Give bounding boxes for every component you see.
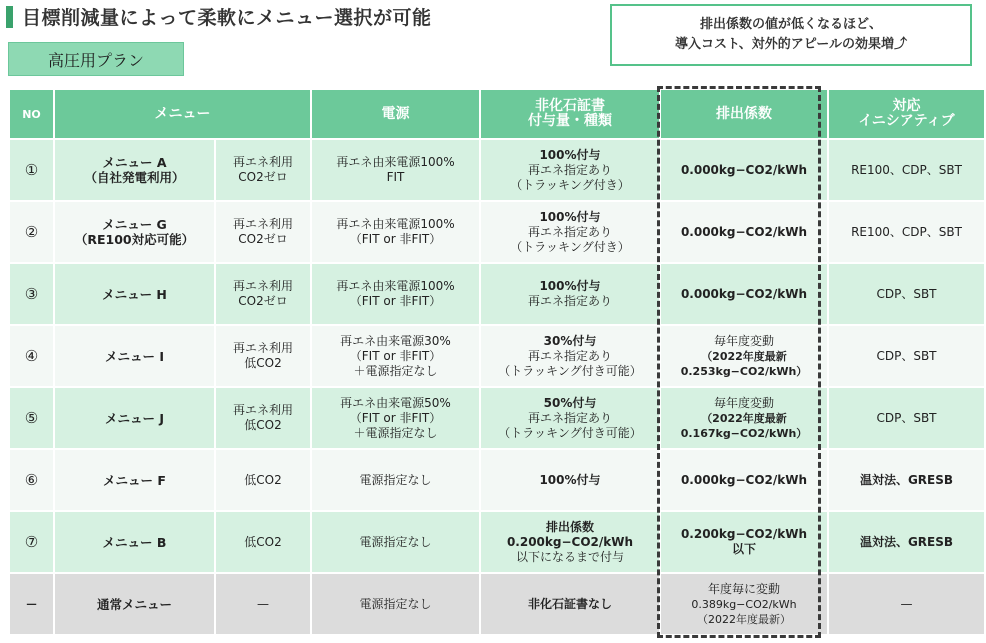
power-source: 再エネ由来電源100% FIT: [312, 140, 479, 200]
table-row: [10, 388, 984, 448]
menu-type: 低CO2: [216, 450, 310, 510]
initiative: —: [829, 574, 984, 634]
initiative: 温対法、GRESB: [829, 450, 984, 510]
header-no: NO: [10, 90, 53, 138]
certificate: 100%付与 再エネ指定あり: [481, 264, 659, 324]
menu-name: 通常メニュー: [55, 574, 214, 634]
initiative: CDP、SBT: [829, 388, 984, 448]
callout-line: 導入コスト、対外的アピールの効果増⤴: [674, 37, 908, 52]
table-row: [10, 512, 984, 572]
menu-type: 再エネ利用 低CO2: [216, 326, 310, 386]
initiative: RE100、CDP、SBT: [829, 140, 984, 200]
row-number: −: [10, 574, 53, 634]
table-row: [10, 140, 984, 200]
row-number: ②: [10, 202, 53, 262]
emission-factor: 年度毎に変動 0.389kg−CO2/kWh （2022年度最新）: [661, 574, 827, 634]
emission-factor: 0.000kg−CO2/kWh: [661, 264, 827, 324]
plan-badge: 高圧用プラン: [8, 42, 184, 76]
emission-factor: 毎年度変動 （2022年度最新 0.167kg−CO2/kWh）: [661, 388, 827, 448]
row-number: ⑤: [10, 388, 53, 448]
menu-type: 再エネ利用 CO2ゼロ: [216, 140, 310, 200]
row-number: ③: [10, 264, 53, 324]
power-source: 再エネ由来電源100% （FIT or 非FIT）: [312, 264, 479, 324]
power-source: 電源指定なし: [312, 574, 479, 634]
certificate: 100%付与 再エネ指定あり （トラッキング付き）: [481, 140, 659, 200]
header-emission: 排出係数: [661, 90, 827, 138]
menu-name: メニュー A （自社発電利用）: [55, 140, 214, 200]
menu-name: メニュー I: [55, 326, 214, 386]
row-number: ⑥: [10, 450, 53, 510]
emission-factor: 0.000kg−CO2/kWh: [661, 140, 827, 200]
initiative: CDP、SBT: [829, 264, 984, 324]
row-number: ⑦: [10, 512, 53, 572]
menu-name: メニュー B: [55, 512, 214, 572]
callout-line: 排出係数の値が低くなるほど、: [699, 17, 882, 32]
power-source: 再エネ由来電源50% （FIT or 非FIT） ＋電源指定なし: [312, 388, 479, 448]
table-row: [10, 264, 984, 324]
menu-name: メニュー H: [55, 264, 214, 324]
menu-name: メニュー J: [55, 388, 214, 448]
menu-type: 再エネ利用 低CO2: [216, 388, 310, 448]
power-source: 電源指定なし: [312, 450, 479, 510]
row-number: ①: [10, 140, 53, 200]
table-row: [10, 574, 984, 634]
initiative: RE100、CDP、SBT: [829, 202, 984, 262]
menu-type: 再エネ利用 CO2ゼロ: [216, 264, 310, 324]
certificate: 排出係数 0.200kg−CO2/kWh 以下になるまで付与: [481, 512, 659, 572]
certificate: 30%付与 再エネ指定あり （トラッキング付き可能）: [481, 326, 659, 386]
table-body: [10, 140, 984, 634]
header-menu: メニュー: [55, 90, 310, 138]
menu-table: [8, 88, 986, 636]
header-cert: 非化石証書 付与量・種類: [481, 90, 659, 138]
initiative: CDP、SBT: [829, 326, 984, 386]
table-row: [10, 450, 984, 510]
emission-factor: 毎年度変動 （2022年度最新 0.253kg−CO2/kWh）: [661, 326, 827, 386]
menu-type: —: [216, 574, 310, 634]
header-initiative: 対応 イニシアティブ: [829, 90, 984, 138]
table-row: [10, 202, 984, 262]
menu-name: メニュー F: [55, 450, 214, 510]
menu-type: 低CO2: [216, 512, 310, 572]
power-source: 再エネ由来電源30% （FIT or 非FIT） ＋電源指定なし: [312, 326, 479, 386]
header-source: 電源: [312, 90, 479, 138]
certificate: 50%付与 再エネ指定あり （トラッキング付き可能）: [481, 388, 659, 448]
power-source: 再エネ由来電源100% （FIT or 非FIT）: [312, 202, 479, 262]
emission-factor: 0.000kg−CO2/kWh: [661, 202, 827, 262]
power-source: 電源指定なし: [312, 512, 479, 572]
table-header-row: [10, 90, 984, 138]
emission-factor: 0.000kg−CO2/kWh: [661, 450, 827, 510]
menu-name: メニュー G （RE100対応可能）: [55, 202, 214, 262]
emission-factor: 0.200kg−CO2/kWh 以下: [661, 512, 827, 572]
initiative: 温対法、GRESB: [829, 512, 984, 572]
certificate: 100%付与 再エネ指定あり （トラッキング付き）: [481, 202, 659, 262]
callout-box: [610, 4, 972, 66]
certificate: 非化石証書なし: [481, 574, 659, 634]
table-row: [10, 326, 984, 386]
row-number: ④: [10, 326, 53, 386]
title-accent-bar: [6, 6, 13, 28]
certificate: 100%付与: [481, 450, 659, 510]
page-title: 目標削減量によって柔軟にメニュー選択が可能: [22, 7, 432, 29]
menu-type: 再エネ利用 CO2ゼロ: [216, 202, 310, 262]
